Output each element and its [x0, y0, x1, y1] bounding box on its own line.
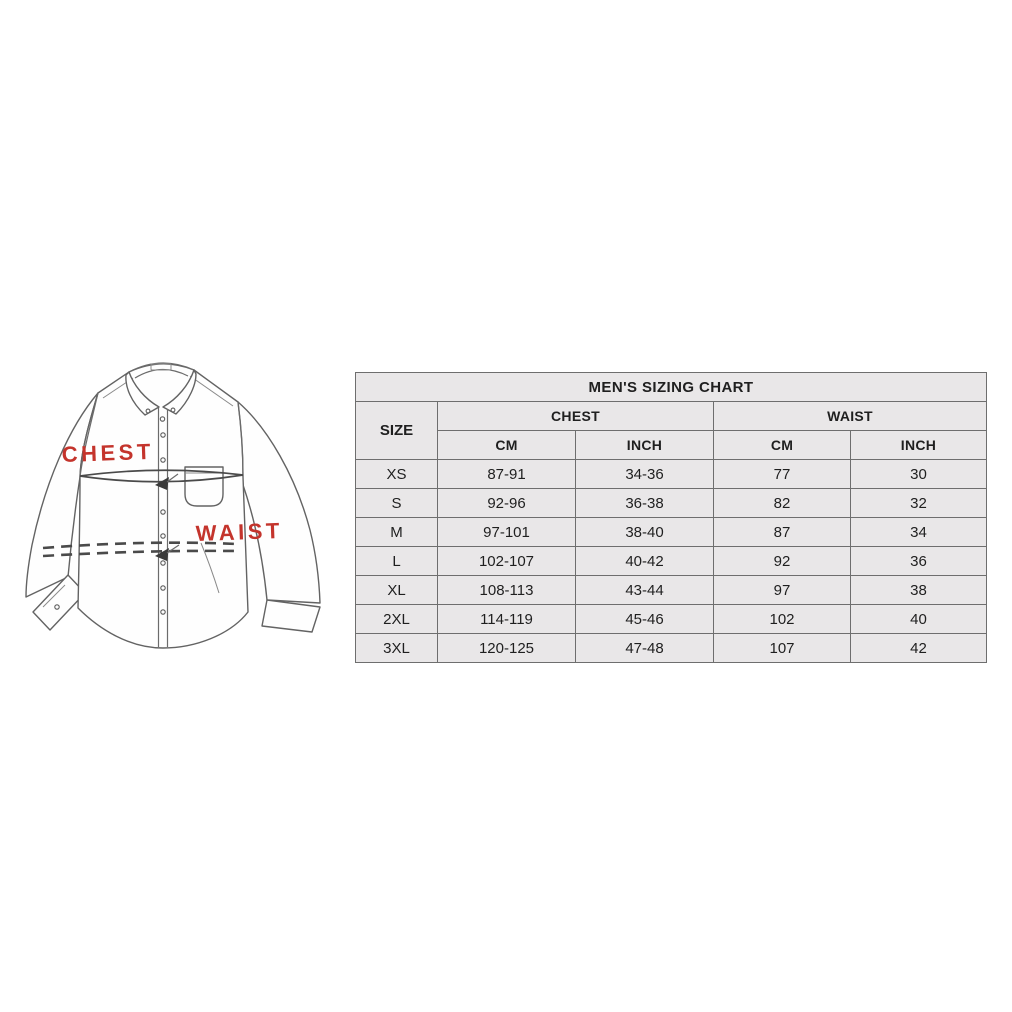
waist-cm-cell: 107 — [714, 634, 851, 663]
waist-cm-header: CM — [714, 431, 851, 460]
placket-button — [161, 610, 165, 614]
waist-inch-cell: 38 — [851, 576, 987, 605]
sizing-table — [355, 372, 987, 663]
waist-inch-cell: 40 — [851, 605, 987, 634]
chest-group-header: CHEST — [438, 402, 714, 431]
table-row — [356, 460, 987, 489]
chest-label: CHEST — [61, 438, 155, 467]
table-unit-header-row — [356, 431, 987, 460]
placket-button — [161, 458, 165, 462]
sizing-chart — [355, 372, 986, 663]
chest-cm-cell: 97-101 — [438, 518, 576, 547]
waist-inch-cell: 32 — [851, 489, 987, 518]
size-column-header: SIZE — [356, 402, 438, 460]
size-cell: XL — [356, 576, 438, 605]
table-group-header-row — [356, 402, 987, 431]
chest-inch-cell: 47-48 — [576, 634, 714, 663]
size-cell: XS — [356, 460, 438, 489]
waist-cm-cell: 87 — [714, 518, 851, 547]
chest-cm-cell: 87-91 — [438, 460, 576, 489]
waist-cm-cell: 82 — [714, 489, 851, 518]
chest-inch-cell: 40-42 — [576, 547, 714, 576]
chest-inch-cell: 45-46 — [576, 605, 714, 634]
placket-button — [160, 417, 164, 421]
shirt-illustration — [15, 345, 345, 675]
waist-cm-cell: 102 — [714, 605, 851, 634]
table-row — [356, 605, 987, 634]
chest-cm-cell: 92-96 — [438, 489, 576, 518]
chest-cm-cell: 114-119 — [438, 605, 576, 634]
chest-cm-header: CM — [438, 431, 576, 460]
size-cell: 2XL — [356, 605, 438, 634]
size-cell: L — [356, 547, 438, 576]
placket-button — [161, 534, 165, 538]
chest-inch-cell: 38-40 — [576, 518, 714, 547]
table-row — [356, 634, 987, 663]
chest-inch-cell: 36-38 — [576, 489, 714, 518]
placket-button — [161, 586, 165, 590]
waist-inch-cell: 30 — [851, 460, 987, 489]
shirt-line-drawing — [15, 345, 345, 675]
table-row — [356, 489, 987, 518]
waist-label: WAIST — [195, 517, 284, 546]
collar-left-button — [146, 409, 150, 413]
placket-button — [161, 561, 165, 565]
table-row — [356, 547, 987, 576]
size-cell: M — [356, 518, 438, 547]
collar-right-button — [171, 408, 175, 412]
chest-inch-header: INCH — [576, 431, 714, 460]
placket-button — [161, 433, 165, 437]
shirt-right-sleeve — [238, 402, 320, 603]
left-cuff-button — [55, 605, 59, 609]
waist-inch-cell: 34 — [851, 518, 987, 547]
waist-inch-cell: 42 — [851, 634, 987, 663]
waist-inch-header: INCH — [851, 431, 987, 460]
chest-cm-cell: 108-113 — [438, 576, 576, 605]
table-row — [356, 576, 987, 605]
chest-cm-cell: 120-125 — [438, 634, 576, 663]
table-title-row — [356, 373, 987, 402]
waist-cm-cell: 97 — [714, 576, 851, 605]
waist-cm-cell: 77 — [714, 460, 851, 489]
table-row — [356, 518, 987, 547]
shirt-right-cuff — [262, 600, 320, 632]
waist-group-header: WAIST — [714, 402, 987, 431]
chest-inch-cell: 34-36 — [576, 460, 714, 489]
placket-button — [161, 510, 165, 514]
size-cell: 3XL — [356, 634, 438, 663]
chest-inch-cell: 43-44 — [576, 576, 714, 605]
chest-cm-cell: 102-107 — [438, 547, 576, 576]
size-cell: S — [356, 489, 438, 518]
waist-inch-cell: 36 — [851, 547, 987, 576]
table-title: MEN'S SIZING CHART — [356, 373, 987, 402]
waist-cm-cell: 92 — [714, 547, 851, 576]
